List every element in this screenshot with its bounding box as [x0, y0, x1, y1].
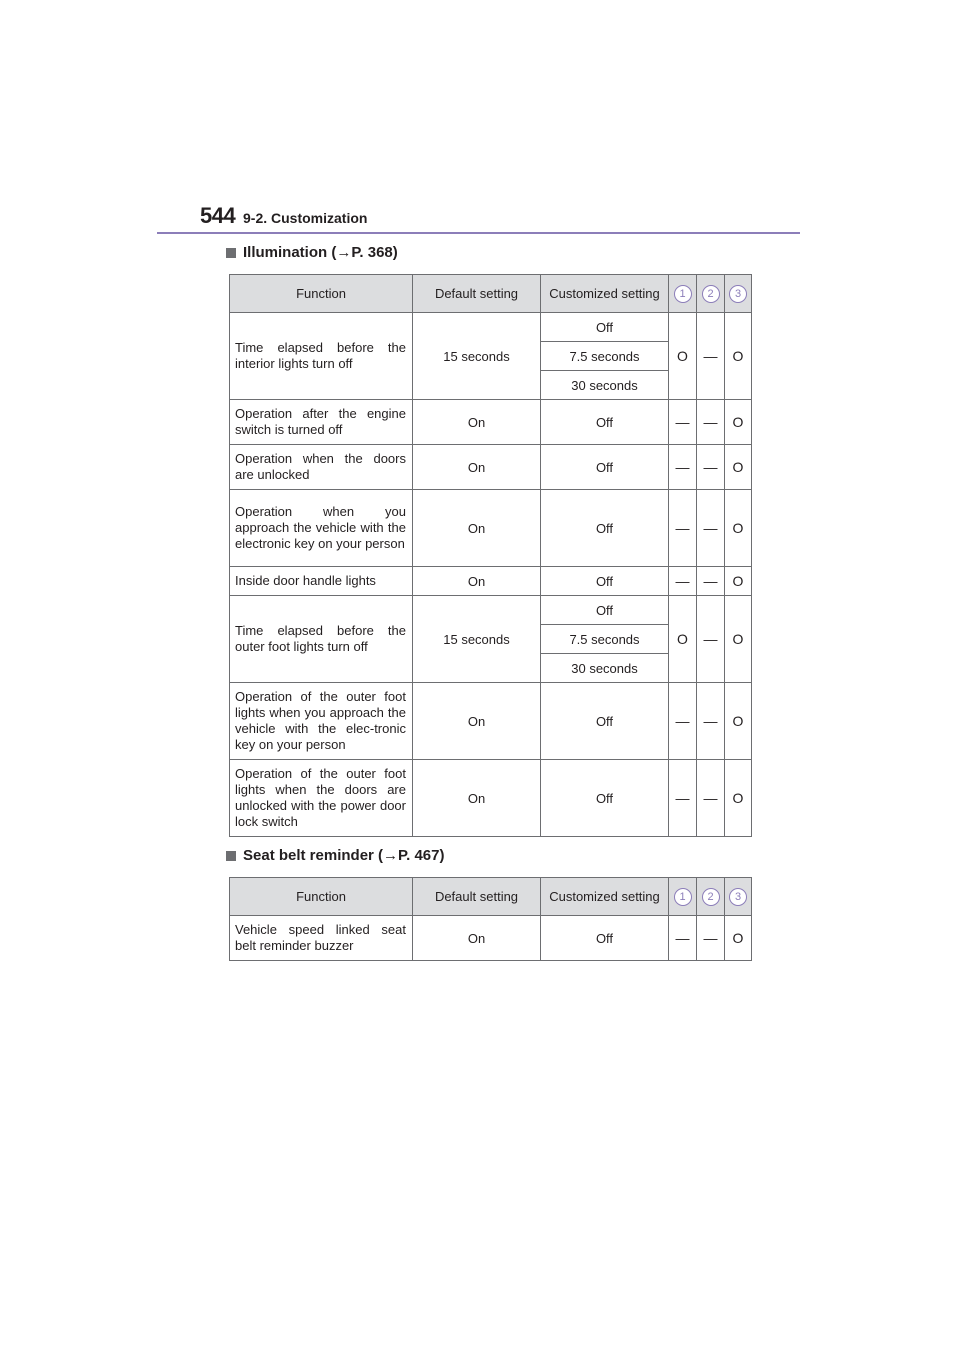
function-cell: Inside door handle lights	[230, 567, 413, 596]
mark-cell-2: —	[697, 596, 725, 683]
column-header-function: Function	[230, 878, 413, 916]
custom-cell: 7.5 seconds	[541, 342, 669, 371]
mark-cell-1: —	[669, 916, 697, 961]
mark-cell-3: O	[725, 683, 752, 760]
mark-cell-1: O	[669, 313, 697, 400]
mark-cell-2: —	[697, 490, 725, 567]
column-header-default: Default setting	[413, 275, 541, 313]
custom-cell: 7.5 seconds	[541, 625, 669, 654]
seat-belt-table	[229, 877, 752, 961]
column-header-default: Default setting	[413, 878, 541, 916]
table-row	[230, 567, 752, 596]
circled-2-icon: 2	[702, 285, 720, 303]
circled-3-icon: 3	[729, 285, 747, 303]
custom-cell: Off	[541, 683, 669, 760]
table-row	[230, 683, 752, 760]
default-cell: On	[413, 490, 541, 567]
seat-belt-heading-text: Seat belt reminder (→P. 467)	[243, 847, 445, 864]
default-cell: 15 seconds	[413, 596, 541, 683]
table-header-row	[230, 878, 752, 916]
default-cell: 15 seconds	[413, 313, 541, 400]
mark-cell-3: O	[725, 916, 752, 961]
mark-cell-3: O	[725, 596, 752, 683]
function-cell: Operation of the outer foot lights when you approach the vehicle with the elec-tronic key on your person	[230, 683, 413, 760]
table-row	[230, 596, 752, 625]
mark-cell-1: —	[669, 683, 697, 760]
mark-cell-2: —	[697, 760, 725, 837]
circled-3-icon: 3	[729, 888, 747, 906]
function-cell: Time elapsed before the outer foot lights turn off	[230, 596, 413, 683]
function-cell: Operation of the outer foot lights when the doors are unlocked with the power door lock switch	[230, 760, 413, 837]
illumination-heading-text: Illumination (→P. 368)	[243, 244, 398, 261]
mark-cell-2: —	[697, 313, 725, 400]
table-row	[230, 313, 752, 342]
square-bullet-icon	[226, 851, 236, 861]
mark-cell-2: —	[697, 683, 725, 760]
default-cell: On	[413, 567, 541, 596]
mark-cell-2: —	[697, 400, 725, 445]
page-number: 544	[200, 203, 236, 228]
mark-cell-3: O	[725, 313, 752, 400]
section-title: 9-2. Customization	[243, 210, 368, 226]
column-header-function: Function	[230, 275, 413, 313]
custom-cell: Off	[541, 916, 669, 961]
default-cell: On	[413, 400, 541, 445]
mark-cell-2: —	[697, 916, 725, 961]
function-cell: Operation when you approach the vehicle with the electronic key on your person	[230, 490, 413, 567]
table-row	[230, 490, 752, 567]
custom-cell: Off	[541, 400, 669, 445]
mark-cell-1: —	[669, 490, 697, 567]
function-cell: Vehicle speed linked seat belt reminder buzzer	[230, 916, 413, 961]
mark-cell-1: —	[669, 445, 697, 490]
mark-cell-3: O	[725, 400, 752, 445]
mark-cell-1: —	[669, 567, 697, 596]
mark-cell-2: —	[697, 567, 725, 596]
mark-cell-2: —	[697, 445, 725, 490]
custom-cell: 30 seconds	[541, 654, 669, 683]
circled-2-icon: 2	[702, 888, 720, 906]
mark-cell-1: —	[669, 400, 697, 445]
function-cell: Operation after the engine switch is turned off	[230, 400, 413, 445]
default-cell: On	[413, 683, 541, 760]
custom-cell: Off	[541, 490, 669, 567]
custom-cell: 30 seconds	[541, 371, 669, 400]
column-header-customized: Customized setting	[541, 878, 669, 916]
table-row	[230, 916, 752, 961]
mark-cell-3: O	[725, 445, 752, 490]
custom-cell: Off	[541, 445, 669, 490]
mark-cell-1: O	[669, 596, 697, 683]
circled-1-icon: 1	[674, 285, 692, 303]
mark-cell-3: O	[725, 490, 752, 567]
table-header-row	[230, 275, 752, 313]
custom-cell: Off	[541, 760, 669, 837]
function-cell: Time elapsed before the interior lights turn off	[230, 313, 413, 400]
custom-cell: Off	[541, 596, 669, 625]
mark-cell-1: —	[669, 760, 697, 837]
illumination-table	[229, 274, 752, 837]
function-cell: Operation when the doors are unlocked	[230, 445, 413, 490]
seat-belt-heading	[226, 847, 444, 864]
default-cell: On	[413, 916, 541, 961]
mark-cell-3: O	[725, 567, 752, 596]
default-cell: On	[413, 760, 541, 837]
square-bullet-icon	[226, 248, 236, 258]
custom-cell: Off	[541, 567, 669, 596]
header-rule	[157, 232, 800, 234]
circled-1-icon: 1	[674, 888, 692, 906]
custom-cell: Off	[541, 313, 669, 342]
mark-cell-3: O	[725, 760, 752, 837]
illumination-heading	[226, 244, 398, 261]
table-row	[230, 400, 752, 445]
default-cell: On	[413, 445, 541, 490]
column-header-customized: Customized setting	[541, 275, 669, 313]
table-row	[230, 760, 752, 837]
page-header	[200, 203, 800, 233]
table-row	[230, 445, 752, 490]
